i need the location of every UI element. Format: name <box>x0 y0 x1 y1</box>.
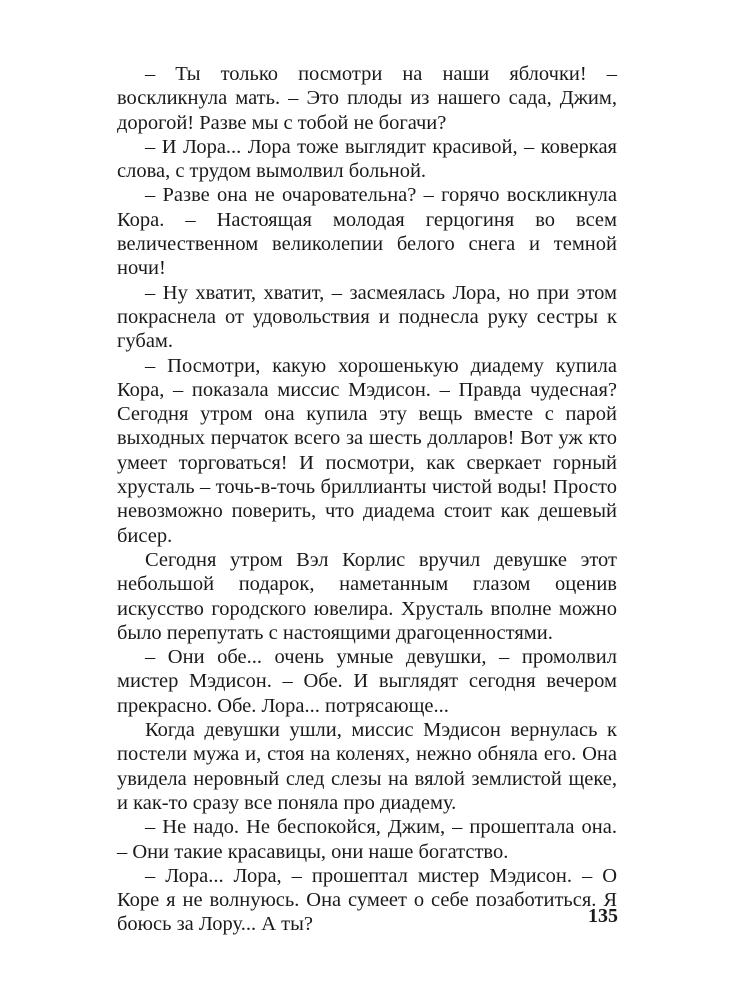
paragraph: – Лора... Лора, – прошептал мистер Мэдисон. – О Коре я не волнуюсь. Она сумеет о себе позаботиться. Я боюсь за Лору... А ты? <box>117 864 617 936</box>
paragraph: – И Лора... Лора тоже выглядит красивой, – коверкая слова, с трудом вымолвил больной. <box>117 135 617 183</box>
paragraph: Сегодня утром Вэл Корлис вручил девушке этот небольшой подарок, наметанным глазом оценив искусство городского ювелира. Хрусталь вполне можно было перепутать с настоящими драгоценностями. <box>117 548 617 644</box>
page-number: 135 <box>588 905 618 927</box>
paragraph: Когда девушки ушли, миссис Мэдисон вернулась к постели мужа и, стоя на коленях, нежно обняла его. Она увидела неровный след слезы на вялой землистой щеке, и как-то сразу все поняла про диадему. <box>117 719 617 814</box>
paragraph: – Посмотри, какую хорошенькую диадему купила Кора, – показала миссис Мэдисон. – Правда чудесная? Сегодня утром она купила эту вещь вместе с парой выходных перчаток всего за шесть долларов! Вот уж кто умеет торговаться! И посмотри, как сверкает горный хрусталь – точь-в-точь бриллианты чистой воды! Просто невозможно поверить, что диадема стоит как дешевый бисер. <box>117 354 617 547</box>
paragraph: – Разве она не очаровательна? – горячо воскликнула Кора. – Настоящая молодая герцогиня во всем величественном великолепии белого снега и темной ночи! <box>117 184 617 280</box>
paragraph: – Они обе... очень умные девушки, – промолвил мистер Мэдисон. – Обе. И выглядят сегодня вечером прекрасно. Обе. Лора... потрясающе... <box>117 646 617 717</box>
book-page-text <box>117 62 617 937</box>
paragraph: – Ты только посмотри на наши яблочки! – воскликнула мать. – Это плоды из нашего сада, Джим, дорогой! Разве мы с тобой не богачи? <box>117 63 617 134</box>
paragraph: – Не надо. Не беспокойся, Джим, – прошептала она. – Они такие красавицы, они наше богатство. <box>117 816 617 863</box>
paragraph: – Ну хватит, хватит, – засмеялась Лора, но при этом покраснела от удовольствия и поднесла руку сестры к губам. <box>117 281 617 353</box>
